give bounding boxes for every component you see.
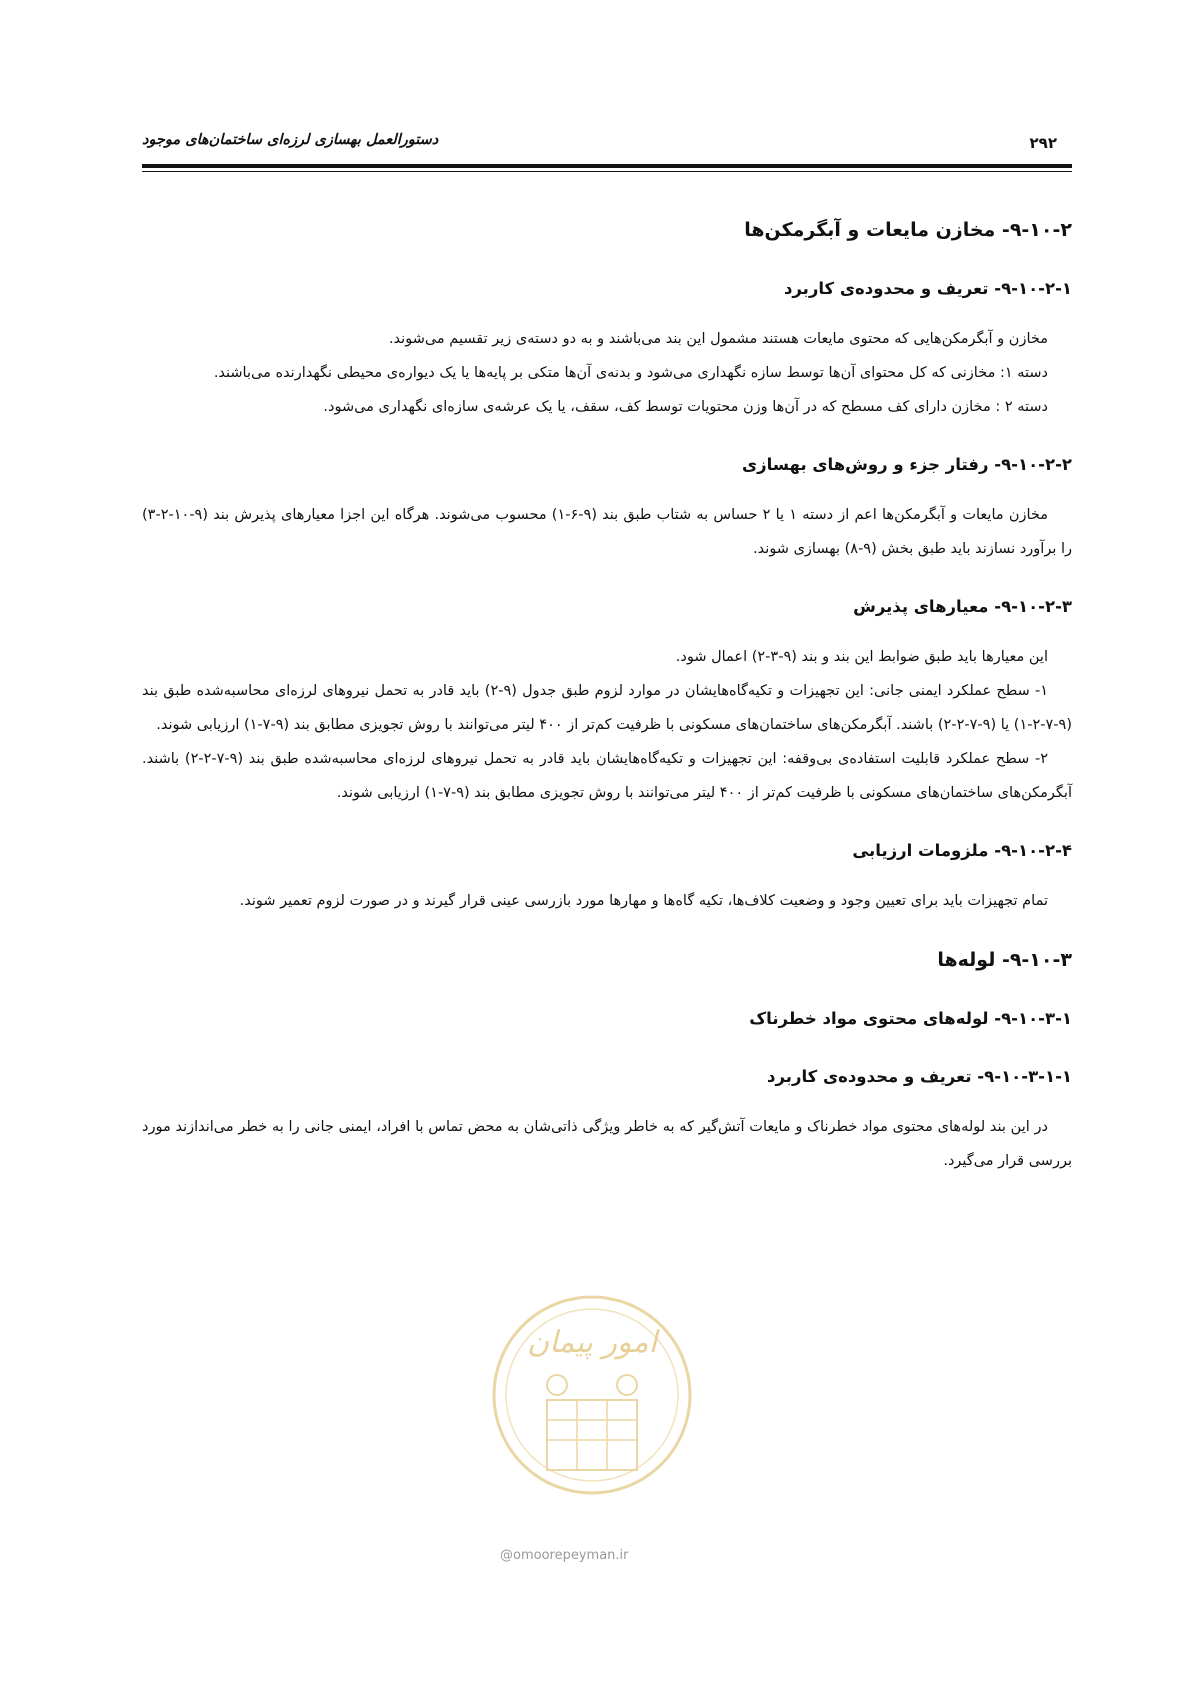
subsection-heading: ۹-۱۰-۲-۳- معیارهای پذیرش xyxy=(853,597,1072,616)
page-number: ۲۹۲ xyxy=(1029,134,1057,152)
watermark-url: @omoorepeyman.ir xyxy=(500,1548,629,1563)
paragraph: دسته ۱: مخازنی که کل محتوای آن‌ها توسط سازه نگهداری می‌شود و بدنه‌ی آن‌ها متکی بر پایه‌ها یا یک دیواره‌ی محیطی نگهدارنده می‌باشند. xyxy=(213,365,1048,381)
paragraph: ۲- سطح عملکرد قابلیت استفاده‌ی بی‌وقفه: این تجهیزات و تکیه‌گاه‌هایشان باید قادر به تحمل نیروهای لرزه‌ای محاسبه‌شده طبق بند (۹-۷-۲-۲) باشند. آبگرمکن‌های ساختمان‌های مسکونی با ظرفیت کم‌تر از ۴۰۰ لیتر می‌توانند با روش تجویزی مطابق بند (۹-۷-۱) ارزیابی شوند. xyxy=(142,751,1072,801)
paragraph: مخازن و آبگرمکن‌هایی که محتوی مایعات هستند مشمول این بند می‌باشند و به دو دسته‌ی زیر تقسیم می‌شوند. xyxy=(388,331,1048,347)
paragraph: در این بند لوله‌های محتوی مواد خطرناک و مایعات آتش‌گیر که به خاطر ویژگی ذاتی‌شان به محض تماس با افراد، ایمنی جانی را به خطر می‌اندازند مورد بررسی قرار می‌گیرد. xyxy=(142,1119,1072,1169)
paragraph: این معیارها باید طبق ضوابط این بند و بند (۹-۳-۲) اعمال شود. xyxy=(675,649,1048,665)
section-heading: ۹-۱۰-۲- مخازن مایعات و آبگرمکن‌ها xyxy=(744,219,1072,241)
subsection-heading: ۹-۱۰-۲-۲- رفتار جزء و روش‌های بهسازی xyxy=(741,455,1072,474)
subsection-heading: ۹-۱۰-۳-۱- لوله‌های محتوی مواد خطرناک xyxy=(749,1009,1072,1028)
subsection-heading: ۹-۱۰-۳-۱-۱- تعریف و محدوده‌ی کاربرد xyxy=(767,1067,1072,1086)
watermark-logo-icon xyxy=(487,1290,697,1560)
subsection-heading: ۹-۱۰-۲-۴- ملزومات ارزیابی xyxy=(852,841,1072,860)
paragraph: تمام تجهیزات باید برای تعیین وجود و وضعیت کلاف‌ها، تکیه گاه‌ها و مهارها مورد بازرسی عینی قرار گیرند و در صورت لزوم تعمیر شوند. xyxy=(239,893,1048,909)
paragraph: مخازن مایعات و آبگرمکن‌ها اعم از دسته ۱ یا ۲ حساس به شتاب طبق بند (۹-۶-۱) محسوب می‌شوند. هرگاه این اجزا معیارهای پذیرش بند (۹-۱۰-۲-۳) را برآورد نسازند باید طبق بخش (۹-۸) بهسازی شوند. xyxy=(142,507,1072,557)
document-body xyxy=(142,180,1072,1178)
paragraph: ۱- سطح عملکرد ایمنی جانی: این تجهیزات و تکیه‌گاه‌هایشان در موارد لزوم طبق جدول (۹-۲) باید قادر به تحمل نیروهای لرزه‌ای محاسبه‌شده طبق بند (۹-۷-۲-۱) یا (۹-۷-۲-۲) باشند. آبگرمکن‌های ساختمان‌های مسکونی با ظرفیت کم‌تر از ۴۰۰ لیتر می‌توانند با روش تجویزی مطابق بند (۹-۷-۱) ارزیابی شوند. xyxy=(142,683,1072,733)
section-heading: ۹-۱۰-۳- لوله‌ها xyxy=(937,949,1072,971)
subsection-heading: ۹-۱۰-۲-۱- تعریف و محدوده‌ی کاربرد xyxy=(783,279,1072,298)
watermark-logo-text: امور پیمان xyxy=(527,1325,657,1360)
paragraph: دسته ۲ : مخازن دارای کف مسطح که در آن‌ها وزن محتویات توسط کف، سقف، یا یک عرشه‌ی سازه‌ای نگهداری می‌شود. xyxy=(323,399,1048,415)
header-rule-thin xyxy=(142,171,1072,172)
header-rule xyxy=(142,164,1072,168)
running-header-title: دستورالعمل بهسازی لرزه‌ای ساختمان‌های موجود xyxy=(142,132,439,148)
